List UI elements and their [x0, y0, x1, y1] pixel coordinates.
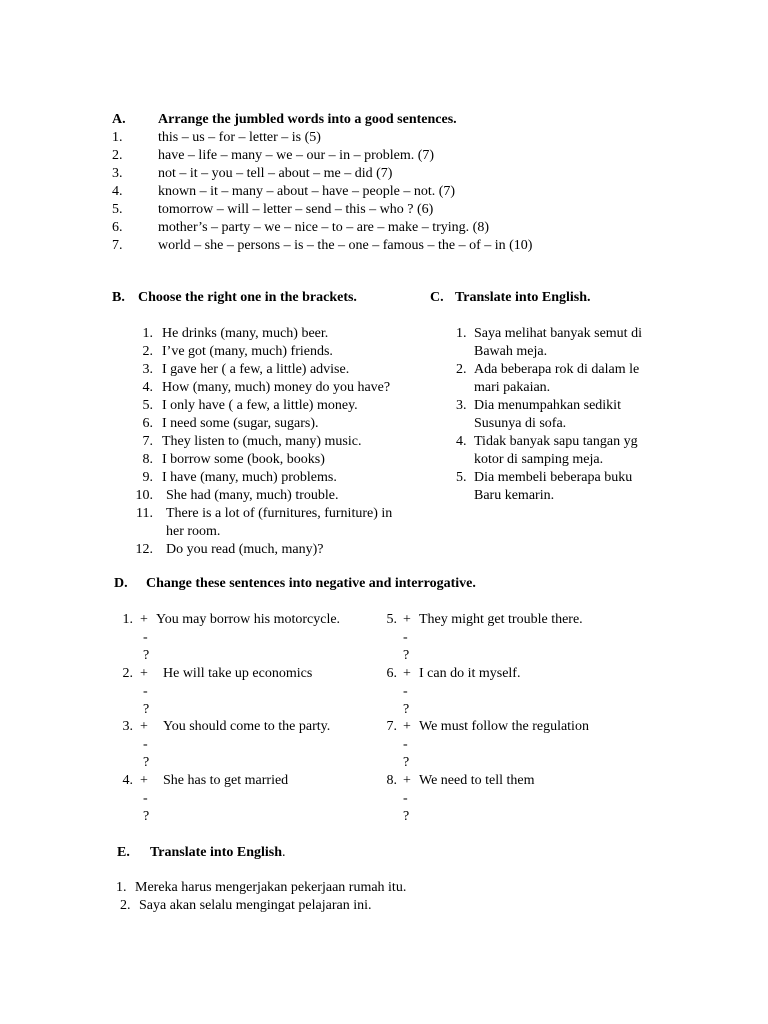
list-item-text: How (many, much) money do you have? — [162, 380, 391, 395]
list-item-number: 5. — [386, 612, 397, 627]
list-item-text-continued: Bawah meja. — [474, 344, 548, 359]
list-item-text: tomorrow – will – letter – send – this – who ? (6) — [158, 202, 434, 217]
section-d-letter: D. — [114, 576, 128, 591]
interrogative-placeholder: ? — [403, 648, 410, 663]
interrogative-placeholder: ? — [403, 702, 410, 717]
list-item-number: 4. — [456, 434, 467, 449]
list-item-number: 7. — [112, 238, 123, 253]
list-item-text: mother’s – party – we – nice – to – are – make – trying. (8) — [158, 220, 489, 235]
list-item-number: 4. — [122, 773, 133, 788]
list-item-text: known – it – many – about – have – people – not. (7) — [158, 184, 456, 199]
interrogative-placeholder: ? — [403, 809, 410, 824]
list-item-text: I gave her ( a few, a little) advise. — [162, 362, 350, 377]
list-item-text: We need to tell them — [419, 773, 535, 788]
list-item-number: 2. — [112, 148, 123, 163]
list-item-number: 1. — [116, 880, 127, 895]
plus-sign: + — [140, 666, 148, 681]
list-item-number: 2. — [456, 362, 467, 377]
section-e-title-period: . — [282, 845, 286, 860]
negative-placeholder: - — [143, 630, 148, 645]
list-item-number: 5. — [456, 470, 467, 485]
plus-sign: + — [403, 612, 411, 627]
section-c-title: Translate into English. — [455, 290, 591, 305]
list-item-text: this – us – for – letter – is (5) — [158, 130, 321, 145]
list-item-number: 6. — [112, 220, 123, 235]
list-item-number: 12. — [135, 542, 153, 557]
list-item-text: You may borrow his motorcycle. — [156, 612, 341, 627]
section-a-title: Arrange the jumbled words into a good sentences. — [158, 112, 457, 127]
plus-sign: + — [140, 612, 148, 627]
list-item-number: 9. — [142, 470, 153, 485]
list-item-text: Dia menumpahkan sedikit — [474, 398, 621, 413]
list-item-text: not – it – you – tell – about – me – did (7) — [158, 166, 393, 181]
list-item-number: 4. — [142, 380, 153, 395]
plus-sign: + — [140, 773, 148, 788]
section-c-letter: C. — [430, 290, 444, 305]
list-item-text: Saya akan selalu mengingat pelajaran ini. — [139, 898, 372, 913]
list-item-text: I borrow some (book, books) — [162, 452, 325, 467]
list-item-number: 1. — [142, 326, 153, 341]
list-item-text: I can do it myself. — [419, 666, 521, 681]
plus-sign: + — [403, 666, 411, 681]
list-item-number: 3. — [122, 719, 133, 734]
list-item-text: Mereka harus mengerjakan pekerjaan rumah itu. — [135, 880, 407, 895]
list-item-text: She had (many, much) trouble. — [166, 488, 339, 503]
list-item-number: 7. — [142, 434, 153, 449]
section-e-title-text: Translate into English — [150, 845, 282, 860]
negative-placeholder: - — [403, 684, 408, 699]
section-e-title — [150, 844, 286, 862]
list-item-number: 4. — [112, 184, 123, 199]
list-item-text: They listen to (much, many) music. — [162, 434, 362, 449]
plus-sign: + — [403, 773, 411, 788]
section-b-title: Choose the right one in the brackets. — [138, 290, 357, 305]
section-a-letter: A. — [112, 112, 126, 127]
section-d-title: Change these sentences into negative and interrogative. — [146, 576, 476, 591]
list-item-text: have – life – many – we – our – in – problem. (7) — [158, 148, 435, 163]
list-item-text: I’ve got (many, much) friends. — [162, 344, 333, 359]
list-item-text: Saya melihat banyak semut di — [474, 326, 642, 341]
list-item-text: I have (many, much) problems. — [162, 470, 337, 485]
interrogative-placeholder: ? — [143, 755, 150, 770]
plus-sign: + — [140, 719, 148, 734]
list-item-number: 1. — [112, 130, 123, 145]
list-item-text: I only have ( a few, a little) money. — [162, 398, 358, 413]
negative-placeholder: - — [143, 684, 148, 699]
list-item-number: 1. — [122, 612, 133, 627]
list-item-number: 1. — [456, 326, 467, 341]
negative-placeholder: - — [403, 791, 408, 806]
list-item-number: 3. — [142, 362, 153, 377]
interrogative-placeholder: ? — [143, 809, 150, 824]
list-item-number: 3. — [456, 398, 467, 413]
section-e-letter: E. — [117, 845, 130, 860]
list-item-text-continued: Baru kemarin. — [474, 488, 555, 503]
list-item-number: 6. — [386, 666, 397, 681]
negative-placeholder: - — [143, 791, 148, 806]
list-item-text: She has to get married — [163, 773, 289, 788]
list-item-text: He drinks (many, much) beer. — [162, 326, 329, 341]
list-item-text: Dia membeli beberapa buku — [474, 470, 633, 485]
interrogative-placeholder: ? — [143, 648, 150, 663]
list-item-number: 2. — [142, 344, 153, 359]
plus-sign: + — [403, 719, 411, 734]
list-item-number: 10. — [135, 488, 153, 503]
list-item-number: 8. — [142, 452, 153, 467]
list-item-text: world – she – persons – is – the – one – famous – the – of – in (10) — [158, 238, 533, 253]
list-item-number: 3. — [112, 166, 123, 181]
list-item-text: There is a lot of (furnitures, furniture) in — [166, 506, 393, 521]
list-item-number: 2. — [120, 898, 131, 913]
list-item-text: Tidak banyak sapu tangan yg — [474, 434, 638, 449]
list-item-number: 2. — [122, 666, 133, 681]
section-b-letter: B. — [112, 290, 125, 305]
list-item-text: Do you read (much, many)? — [166, 542, 324, 557]
list-item-text: He will take up economics — [163, 666, 313, 681]
list-item-text-continued: her room. — [166, 524, 221, 539]
list-item-number: 6. — [142, 416, 153, 431]
list-item-text: You should come to the party. — [163, 719, 331, 734]
list-item-text-continued: Susunya di sofa. — [474, 416, 567, 431]
interrogative-placeholder: ? — [403, 755, 410, 770]
list-item-text: I need some (sugar, sugars). — [162, 416, 319, 431]
list-item-text-continued: kotor di samping meja. — [474, 452, 604, 467]
list-item-text-continued: mari pakaian. — [474, 380, 551, 395]
list-item-number: 11. — [136, 506, 153, 521]
negative-placeholder: - — [403, 630, 408, 645]
list-item-number: 7. — [386, 719, 397, 734]
list-item-number: 5. — [142, 398, 153, 413]
interrogative-placeholder: ? — [143, 702, 150, 717]
list-item-number: 5. — [112, 202, 123, 217]
list-item-number: 8. — [386, 773, 397, 788]
list-item-text: We must follow the regulation — [419, 719, 589, 734]
list-item-text: They might get trouble there. — [419, 612, 583, 627]
negative-placeholder: - — [403, 737, 408, 752]
list-item-text: Ada beberapa rok di dalam le — [474, 362, 640, 377]
negative-placeholder: - — [143, 737, 148, 752]
